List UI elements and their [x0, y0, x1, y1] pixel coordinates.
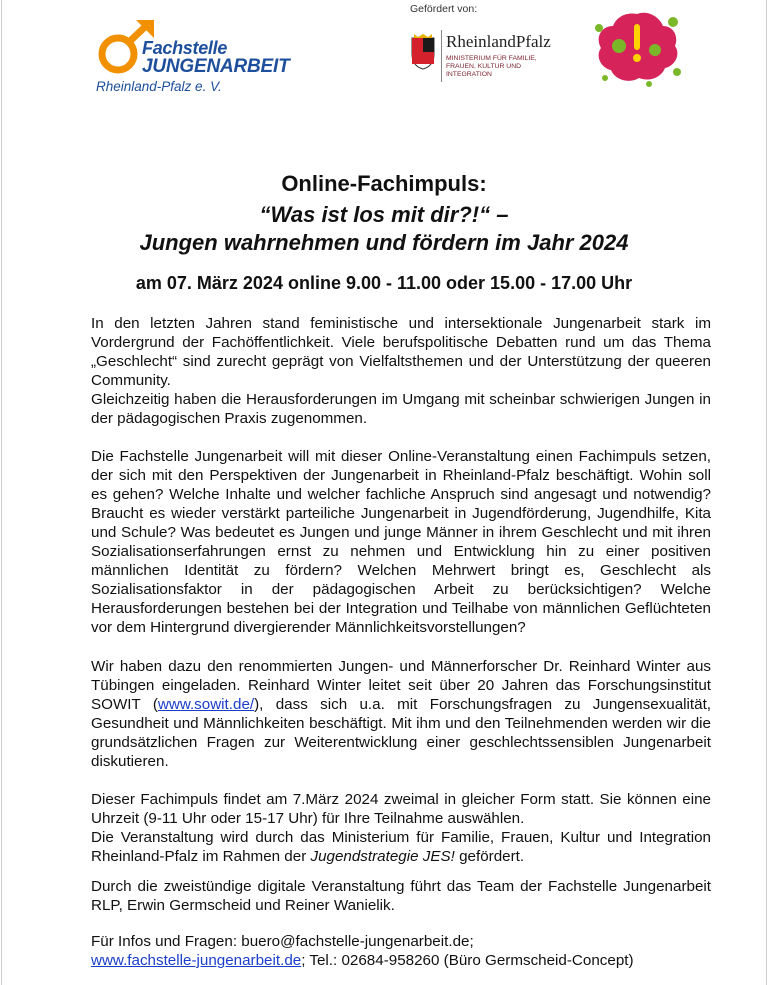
paragraph-speaker-text-2: ), dass sich u.a. mit Forschungsfragen zu Jungensexualität, Gesundheit und Männlichkeiten beschäftigt. Mit ihm und den Teilnehmenden werden wir die grundsätzlichen Fragen zur Weiterentwicklung einer geschlechtssensiblen Jungenarbeit diskutieren. [91, 696, 712, 770]
website-link[interactable]: www.fachstelle-jungenarbeit.de [91, 952, 302, 969]
rlp-divider [441, 30, 442, 82]
funding-text-2: gefördert. [454, 848, 525, 865]
page-title: Online-Fachimpuls: [281, 171, 487, 196]
rlp-name: RheinlandPfalz [446, 32, 551, 51]
rlp-ministry-text: MINISTERIUM FÜR FAMILIE, FRAUEN, KULTUR UND INTEGRATION [446, 55, 537, 78]
page-edge-left [1, 0, 2, 985]
paragraph-funding [91, 828, 711, 866]
logo-line-2: JUNGENARBEIT [142, 56, 290, 77]
contact-block [91, 932, 711, 970]
logo-line-1: Fachstelle [142, 38, 228, 58]
paragraph-speaker [91, 657, 711, 771]
paragraph-intro [91, 314, 711, 428]
paragraph-intro-second: Gleichzeitig haben die Herausforderungen im Umgang mit scheinbar schwierigen Jungen in der pädagogischen Praxis zugenommen. [91, 391, 711, 427]
subtitle-line-1: “Was ist los mit dir?!“ – [259, 202, 509, 227]
paragraph-team: Durch die zweistündige digitale Veranstaltung führt das Team der Fachstelle Jungenarbeit RLP, Erwin Germscheid und Reiner Wanielik. [91, 878, 711, 914]
event-date-line: am 07. März 2024 online 9.00 - 11.00 oder 15.00 - 17.00 Uhr [135, 273, 633, 293]
rlp-ministry-logo [408, 28, 558, 90]
paragraph-schedule-text: Dieser Fachimpuls findet am 7.März 2024 zweimal in gleicher Form statt. Sie können eine Uhrzeit (9-11 Uhr oder 15-17 Uhr) für Ihre Teilnahme auswählen. [91, 791, 711, 827]
paragraph-intro-text: In den letzten Jahren stand feministische und intersektionale Jungenarbeit stark im Vordergrund der Fachöffentlichkeit. Viele berufspolitische Debatten rund um das Thema „Geschlecht“ sind zurecht geprägt von Vielfaltsthemen und der Unterstützung der queeren Community. [91, 315, 711, 389]
paragraph-schedule [91, 790, 711, 866]
contact-email-line: Für Infos und Fragen: buero@fachstelle-jungenarbeit.de; [91, 933, 474, 950]
logo-line-3: Rheinland-Pfalz e. V. [96, 79, 222, 94]
contact-phone: ; Tel.: 02684-958260 (Büro Germscheid-Concept) [301, 952, 634, 969]
page-edge-right [766, 0, 767, 985]
sponsor-label: Gefördert von: [410, 3, 478, 15]
paragraph-speaker-text-1: Wir haben dazu den renommierten Jungen- und Männerforscher Dr. Reinhard Winter aus Tübingen eingeladen. Reinhard Winter leitet seit über 20 Jahren das Forschungsinstitut SOWIT ( [91, 658, 711, 713]
jes-logo [589, 6, 685, 88]
fachstelle-logo [96, 18, 290, 98]
jes-splash-icon [589, 6, 685, 88]
funding-text-1: Die Veranstaltung wird durch das Ministerium für Familie, Frauen, Kultur und Integration Rheinland-Pfalz im Rahmen der [91, 829, 711, 865]
coat-of-arms-icon [410, 34, 436, 70]
sowit-link[interactable]: www.sowit.de/ [157, 696, 255, 713]
subtitle-line-2: Jungen wahrnehmen und fördern im Jahr 2024 [139, 230, 629, 255]
jes-name: Jugendstrategie JES! [310, 848, 455, 865]
paragraph-questions: Die Fachstelle Jungenarbeit will mit dieser Online-Veranstaltung einen Fachimpuls setzen, der sich mit den Perspektiven der Jungenarbeit in Rheinland-Pfalz beschäftigt. Wohin soll es gehen? Welche Inhalte und welcher fachliche Anspruch sind angesagt und notwendig? Braucht es wieder verstärkt parteiliche Jungenarbeit in Jugendförderung, Jugendhilfe, Kita und Schule? Was bedeutet es Jungen und junge Männer in ihrem Geschlecht und mit ihren Sozialisationserfahrungen ernst zu nehmen und Entwicklung hin zu einer positiven männlichen Identität zu fördern? Welchen Mehrwert bringt es, Geschlecht als Sozialisationsfaktor in der pädagogischen Arbeit zu berücksichtigen? Welche Herausforderungen bestehen bei der Integration und Teilhabe von männlichen Geflüchteten vor dem Hintergrund divergierender Männlichkeitsvorstellungen? [91, 448, 711, 636]
contact-web-line [91, 951, 711, 970]
